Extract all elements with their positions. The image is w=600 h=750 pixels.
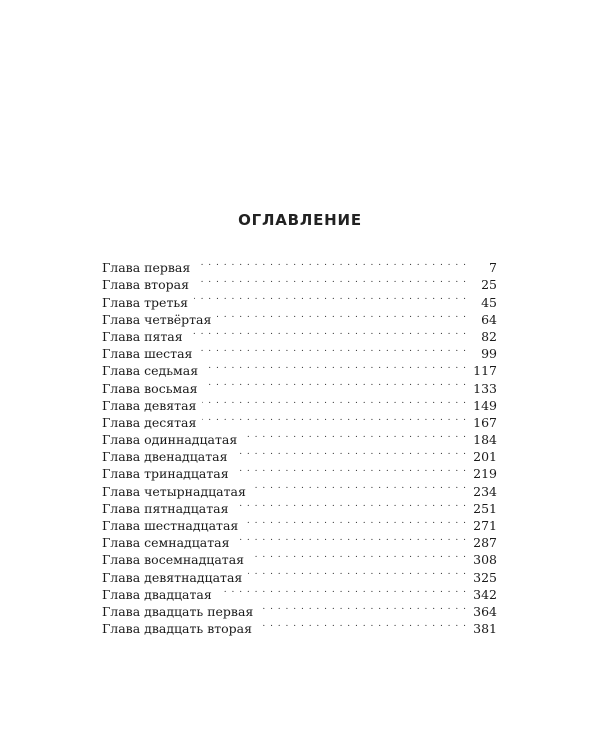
toc-entry-page: 381	[473, 621, 497, 637]
toc-dot-leader	[202, 410, 467, 427]
toc-entry-page: 234	[473, 483, 497, 499]
toc-entry-label: Глава девятая	[102, 397, 197, 413]
toc-entry-label: Глава восемнадцатая	[102, 552, 245, 568]
toc-entry-page: 117	[473, 363, 497, 379]
toc-dot-leader	[196, 255, 467, 272]
toc-dot-leader	[235, 496, 468, 513]
toc-entry-page: 271	[473, 518, 497, 533]
toc-dot-leader	[204, 358, 467, 375]
toc-entry-label: Глава десятая	[102, 414, 197, 430]
toc-entry-page: 99	[481, 346, 497, 362]
toc-entry-page: 25	[481, 277, 497, 293]
toc-dot-leader	[235, 461, 467, 478]
toc-entry-label: Глава четвёртая	[102, 311, 212, 327]
toc-dot-leader	[195, 272, 467, 289]
toc-dot-leader	[250, 547, 467, 564]
toc-entry-label: Глава шестнадцатая	[102, 518, 239, 533]
toc-dot-leader	[258, 616, 467, 633]
toc-entry[interactable]	[102, 255, 497, 276]
toc-dot-leader	[248, 564, 467, 581]
toc-entry-page: 45	[481, 294, 497, 310]
toc-entry-label: Глава пятнадцатая	[102, 500, 229, 516]
toc-dot-leader	[217, 307, 467, 324]
toc-dot-leader	[202, 393, 467, 410]
toc-dot-leader	[259, 599, 467, 616]
toc-entry-label: Глава двенадцатая	[102, 449, 228, 465]
toc-entry-page: 287	[473, 535, 497, 551]
toc-entry-page: 7	[489, 260, 497, 276]
toc-entry-page: 149	[473, 397, 497, 413]
toc-dot-leader	[244, 513, 467, 530]
toc-title: ОГЛАВЛЕНИЕ	[238, 211, 362, 229]
toc-entry-label: Глава восьмая	[102, 380, 198, 396]
toc-entry-label: Глава двадцатая	[102, 586, 212, 602]
toc-entry-label: Глава двадцать первая	[102, 603, 254, 619]
toc-entry-page: 219	[473, 466, 497, 482]
toc-dot-leader	[252, 478, 467, 495]
toc-entry-label: Глава девятнадцатая	[102, 569, 243, 585]
toc-entry-label: Глава двадцать вторая	[102, 621, 253, 637]
toc-entry-label: Глава седьмая	[102, 363, 199, 379]
toc-dot-leader	[204, 375, 467, 392]
toc-entry-page: 251	[473, 500, 497, 516]
toc-entry-label: Глава четырнадцатая	[102, 483, 246, 499]
toc-entry-page: 64	[481, 311, 497, 327]
toc-dot-leader	[235, 530, 467, 547]
toc-entry-label: Глава семнадцатая	[102, 535, 230, 551]
toc-entry-page: 167	[473, 414, 497, 430]
toc-entry-label: Глава одиннадцатая	[102, 432, 238, 448]
toc-dot-leader	[194, 289, 467, 306]
toc-entry-page: 342	[473, 586, 497, 602]
toc-dot-leader	[234, 444, 468, 461]
toc-entry-label: Глава первая	[102, 260, 191, 276]
toc-entry-label: Глава третья	[102, 294, 189, 310]
toc-list	[102, 255, 497, 637]
toc-entry-page: 201	[473, 449, 497, 465]
toc-entry-page: 82	[481, 328, 497, 344]
toc-dot-leader	[243, 427, 467, 444]
toc-entry-label: Глава тринадцатая	[102, 466, 229, 482]
toc-entry-label: Глава пятая	[102, 328, 183, 344]
toc-dot-leader	[189, 324, 467, 341]
toc-entry-page: 325	[473, 569, 497, 585]
toc-dot-leader	[218, 582, 467, 599]
toc-entry-page: 364	[473, 603, 497, 619]
toc-entry-page: 133	[473, 380, 497, 396]
toc-entry-label: Глава вторая	[102, 277, 189, 293]
toc-entry-label: Глава шестая	[102, 346, 193, 362]
toc-entry-page: 184	[473, 432, 497, 448]
toc-entry-page: 308	[473, 552, 497, 568]
toc-dot-leader	[198, 341, 467, 358]
